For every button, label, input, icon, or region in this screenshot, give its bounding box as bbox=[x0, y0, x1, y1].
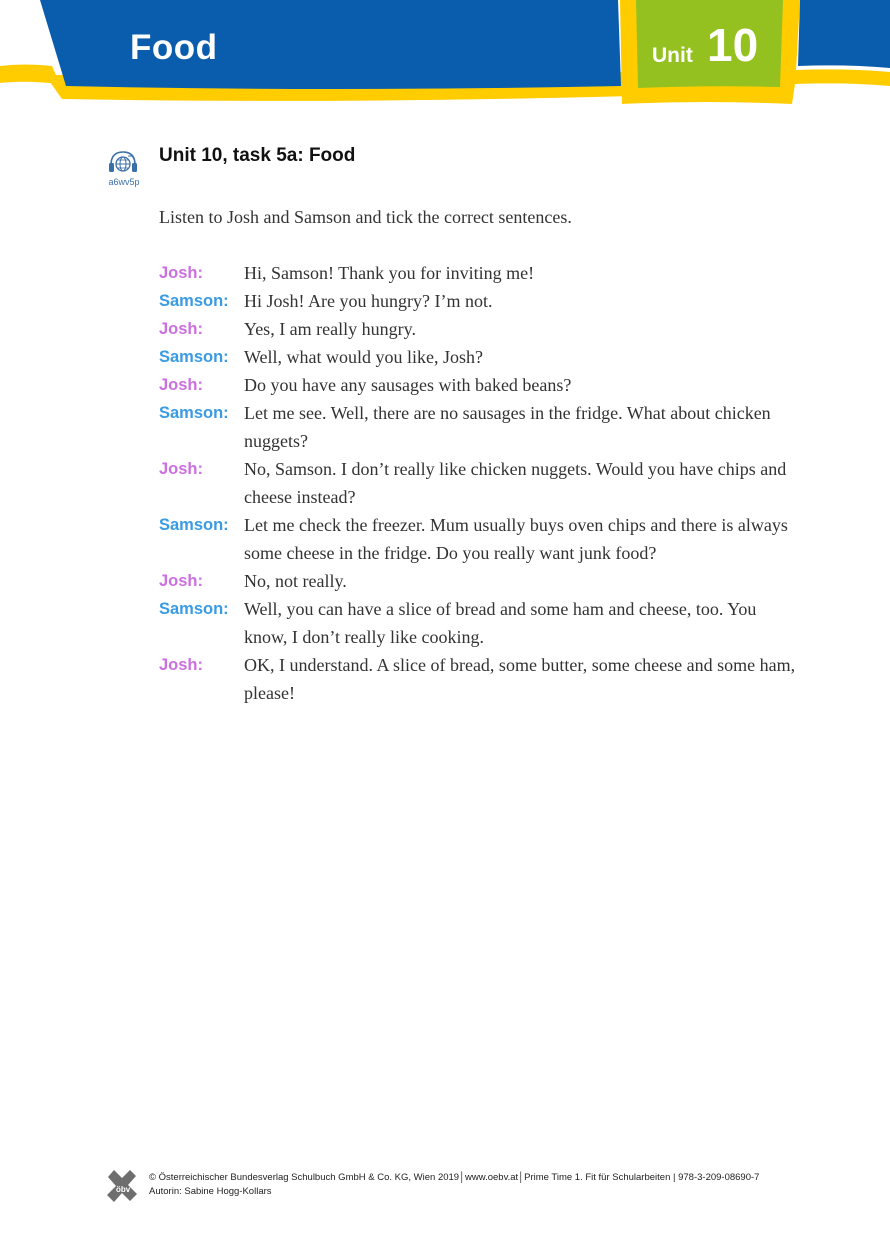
dialogue bbox=[159, 259, 799, 707]
dialogue-line bbox=[159, 595, 799, 651]
unit-title: Food bbox=[130, 28, 218, 67]
utterance: Hi, Samson! Thank you for inviting me! bbox=[244, 263, 535, 283]
utterance: OK, I understand. A slice of bread, some butter, some cheese and some ham, please! bbox=[244, 655, 796, 703]
dialogue-line bbox=[159, 259, 799, 287]
utterance: Well, you can have a slice of bread and some ham and cheese, too. You know, I don’t really like cooking. bbox=[244, 599, 757, 647]
utterance: Yes, I am really hungry. bbox=[244, 319, 416, 339]
footer-author: Autorin: Sabine Hogg-Kollars bbox=[149, 1186, 272, 1197]
speaker-josh: Josh: bbox=[159, 264, 204, 282]
speaker-josh: Josh: bbox=[159, 572, 204, 590]
speaker-josh: Josh: bbox=[159, 320, 204, 338]
dialogue-line bbox=[159, 399, 799, 455]
utterance: No, not really. bbox=[244, 571, 347, 591]
speaker-samson: Samson: bbox=[159, 600, 229, 618]
dialogue-line bbox=[159, 315, 799, 343]
speaker-samson: Samson: bbox=[159, 348, 229, 366]
utterance: Do you have any sausages with baked beans? bbox=[244, 375, 572, 395]
svg-text:öbv: öbv bbox=[116, 1185, 131, 1194]
speaker-josh: Josh: bbox=[159, 460, 204, 478]
utterance: Hi Josh! Are you hungry? I’m not. bbox=[244, 291, 493, 311]
utterance: Let me check the freezer. Mum usually buys oven chips and there is always some cheese in the fridge. Do you really want junk food? bbox=[244, 515, 788, 563]
unit-number: 10 bbox=[707, 19, 759, 71]
header-banner bbox=[0, 0, 890, 110]
dialogue-line bbox=[159, 371, 799, 399]
audio-globe-icon[interactable] bbox=[106, 147, 140, 177]
audio-code: a6wv5p bbox=[108, 177, 140, 187]
speaker-samson: Samson: bbox=[159, 292, 229, 310]
speaker-josh: Josh: bbox=[159, 656, 204, 674]
speaker-samson: Samson: bbox=[159, 404, 229, 422]
speaker-josh: Josh: bbox=[159, 376, 204, 394]
utterance: No, Samson. I don’t really like chicken nuggets. Would you have chips and cheese instead? bbox=[244, 459, 787, 507]
footer bbox=[149, 1171, 759, 1199]
task-heading: Unit 10, task 5a: Food bbox=[159, 145, 356, 166]
publisher-logo bbox=[104, 1168, 140, 1206]
utterance: Well, what would you like, Josh? bbox=[244, 347, 484, 367]
dialogue-line bbox=[159, 455, 799, 511]
unit-label: Unit bbox=[652, 44, 693, 67]
footer-copyright: © Österreichischer Bundesverlag Schulbuch GmbH & Co. KG, Wien 2019│www.oebv.at│Prime Time 1. Fit für Schularbeiten | 978-3-209-08690-7 bbox=[149, 1172, 760, 1183]
dialogue-line bbox=[159, 287, 799, 315]
task-instruction: Listen to Josh and Samson and tick the correct sentences. bbox=[159, 207, 572, 227]
dialogue-line bbox=[159, 567, 799, 595]
utterance: Let me see. Well, there are no sausages in the fridge. What about chicken nuggets? bbox=[244, 403, 771, 451]
dialogue-line bbox=[159, 651, 799, 707]
dialogue-line bbox=[159, 511, 799, 567]
speaker-samson: Samson: bbox=[159, 516, 229, 534]
dialogue-line bbox=[159, 343, 799, 371]
